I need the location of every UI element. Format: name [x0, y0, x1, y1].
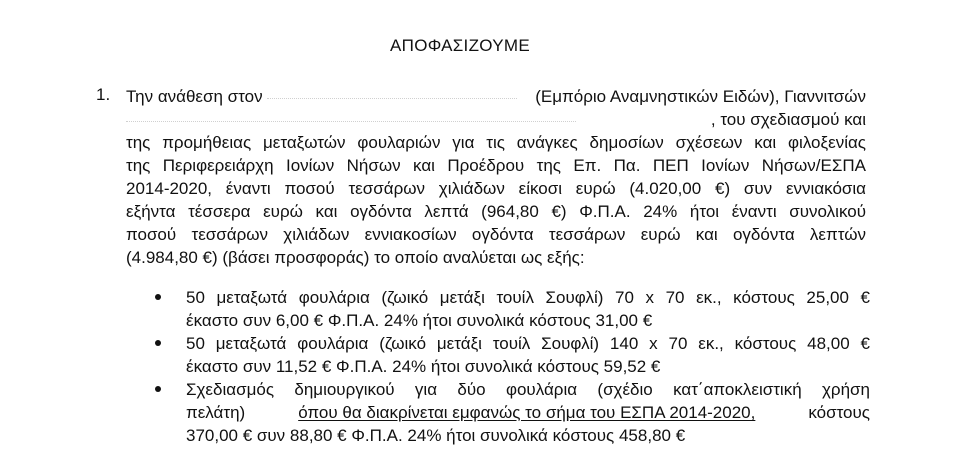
list-item-line: 50 μεταξωτά φουλάρια (ζωικό μετάξι τουίλ Σουφλί) 140 x 70 εκ., κόστους 48,00 € [186, 334, 870, 353]
list-item-line: 370,00 € συν 88,80 € Φ.Π.Α. 24% ήτοι συνολικά κόστους 458,80 € [186, 426, 686, 445]
paragraph-line [126, 108, 866, 131]
paragraph-line: εξήντα τέσσερα ευρώ και ογδόντα λεπτά (964,80 €) Φ.Π.Α. 24% ήτοι έναντι συνολικού [126, 202, 866, 221]
paragraph-line: της Περιφερειάρχη Ιονίων Νήσων και Προέδρου της Επ. Πα. ΠΕΠ Ιονίων Νήσων/ΕΣΠΑ [126, 156, 866, 175]
paragraph-text: Την ανάθεση στον [126, 87, 263, 106]
paragraph-line: της προμήθειας μεταξωτών φουλαριών για τις ανάγκες δημοσίων σχέσεων και φιλοξενίας [126, 133, 866, 152]
list-item-line: 50 μεταξωτά φουλάρια (ζωικό μετάξι τουίλ Σουφλί) 70 x 70 εκ., κόστους 25,00 € [186, 288, 870, 307]
redacted-name [267, 97, 517, 99]
bullet-icon [155, 340, 161, 346]
paragraph-text: , του σχεδιασμού και [710, 110, 866, 129]
paragraph-line: 2014-2020, έναντι ποσού τεσσάρων χιλιάδων είκοσι ευρώ (4.020,00 €) συν εννιακόσια [126, 179, 866, 198]
paragraph-line: (4.984,80 €) (βάσει προσφοράς) το οποίο αναλύεται ως εξής: [126, 248, 585, 267]
decision-heading: ΑΠΟΦΑΣΙΖΟΥΜΕ [390, 36, 530, 55]
list-item-line: έκαστο συν 6,00 € Φ.Π.Α. 24% ήτοι συνολικά κόστους 31,00 € [186, 311, 653, 330]
redacted-address [126, 120, 576, 122]
list-item-line: έκαστο συν 11,52 € Φ.Π.Α. 24% ήτοι συνολικά κόστους 59,52 € [186, 357, 661, 376]
list-item-text: πελάτη) [186, 403, 246, 422]
award-paragraph [126, 85, 866, 269]
paragraph-line [126, 85, 866, 108]
bullet-icon [155, 386, 161, 392]
cost-breakdown-list [150, 286, 870, 447]
item-number: 1. [96, 85, 111, 104]
list-item [150, 286, 870, 332]
list-item [150, 332, 870, 378]
list-item [150, 378, 870, 447]
paragraph-text: (Εμπόριο Αναμνηστικών Ειδών), Γιαννιτσών [535, 87, 866, 106]
list-item-text: κόστους [808, 403, 870, 422]
underlined-text: όπου θα διακρίνεται εμφανώς το σήμα του ΕΣΠΑ 2014-2020, [298, 403, 756, 422]
list-item-line [186, 401, 870, 424]
bullet-icon [155, 294, 161, 300]
list-item-line: Σχεδιασμός δημιουργικού για δύο φουλάρια (σχέδιο κατ΄αποκλειστική χρήση [186, 380, 870, 399]
paragraph-line: ποσού τεσσάρων χιλιάδων εννιακοσίων ογδόντα τεσσάρων ευρώ και ογδόντα λεπτών [126, 225, 866, 244]
